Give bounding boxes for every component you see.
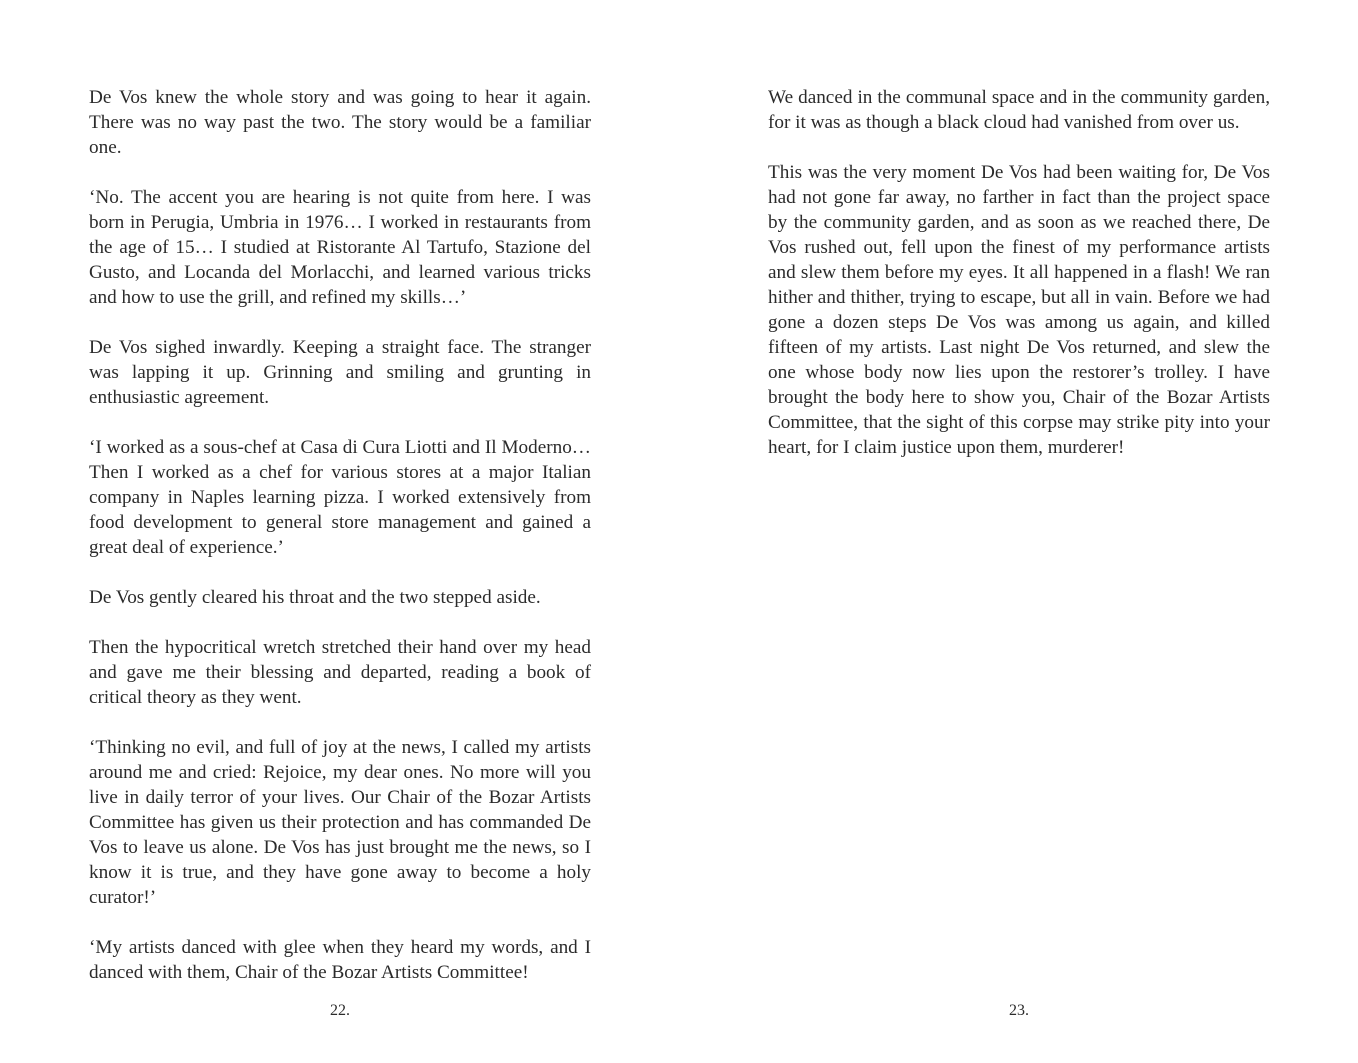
paragraph: ‘Thinking no evil, and full of joy at the news, I called my artists around me and cried: Rejoice, my dear ones. No more will you live in daily terror of your lives. Our Chair of the Bozar Artists Committee has given us their protection and has commanded De Vos to leave us alone. De Vos has just brought me the news, so I know it is true, and they have gone away to become a holy curator!’ [89, 737, 591, 908]
paragraph: ‘No. The accent you are hearing is not quite from here. I was born in Perugia, Umbria in 1976… I worked in restaurants from the age of 15… I studied at Ristorante Al Tartufo, Stazione del Gusto, and Locanda del Morlacchi, and learned various tricks and how to use the grill, and refined my skills…’ [89, 187, 591, 308]
paragraph: ‘I worked as a sous-chef at Casa di Cura Liotti and Il Moderno… Then I worked as a chef for various stores at a major Italian company in Naples learning pizza. I worked extensively from food development to general store management and gained a great deal of experience.’ [89, 437, 591, 558]
paragraph: ‘My artists danced with glee when they heard my words, and I danced with them, Chair of the Bozar Artists Committee! [89, 937, 591, 983]
paragraph: De Vos gently cleared his throat and the two stepped aside. [89, 587, 541, 608]
page-number-right: 23. [1009, 1002, 1029, 1019]
paragraph: This was the very moment De Vos had been waiting for, De Vos had not gone far away, no farther in fact than the project space by the community garden, and as soon as we reached there, De Vos rushed out, fell upon the finest of my performance artists and slew them before my eyes. It all happened in a flash! We ran hither and thither, trying to escape, but all in vain. Before we had gone a dozen steps De Vos was among us again, and killed fifteen of my artists. Last night De Vos returned, and slew the one whose body now lies upon the restorer’s trolley. I have brought the body here to show you, Chair of the Bozar Artists Committee, that the sight of this corpse may strike pity into your heart, for I claim justice upon them, murderer! [768, 162, 1270, 458]
paragraph: We danced in the communal space and in the community garden, for it was as though a black cloud had vanished from over us. [768, 87, 1270, 133]
right-page-text-column [768, 85, 1270, 460]
right-page [679, 0, 1358, 1063]
page-number-left: 22. [330, 1002, 350, 1019]
paragraph: De Vos knew the whole story and was going to hear it again. There was no way past the two. The story would be a familiar one. [89, 87, 591, 158]
paragraph: Then the hypocritical wretch stretched their hand over my head and gave me their blessing and departed, reading a book of critical theory as they went. [89, 637, 591, 708]
left-page-text-column [89, 85, 591, 985]
paragraph: De Vos sighed inwardly. Keeping a straight face. The stranger was lapping it up. Grinning and smiling and grunting in enthusiastic agreement. [89, 337, 591, 408]
